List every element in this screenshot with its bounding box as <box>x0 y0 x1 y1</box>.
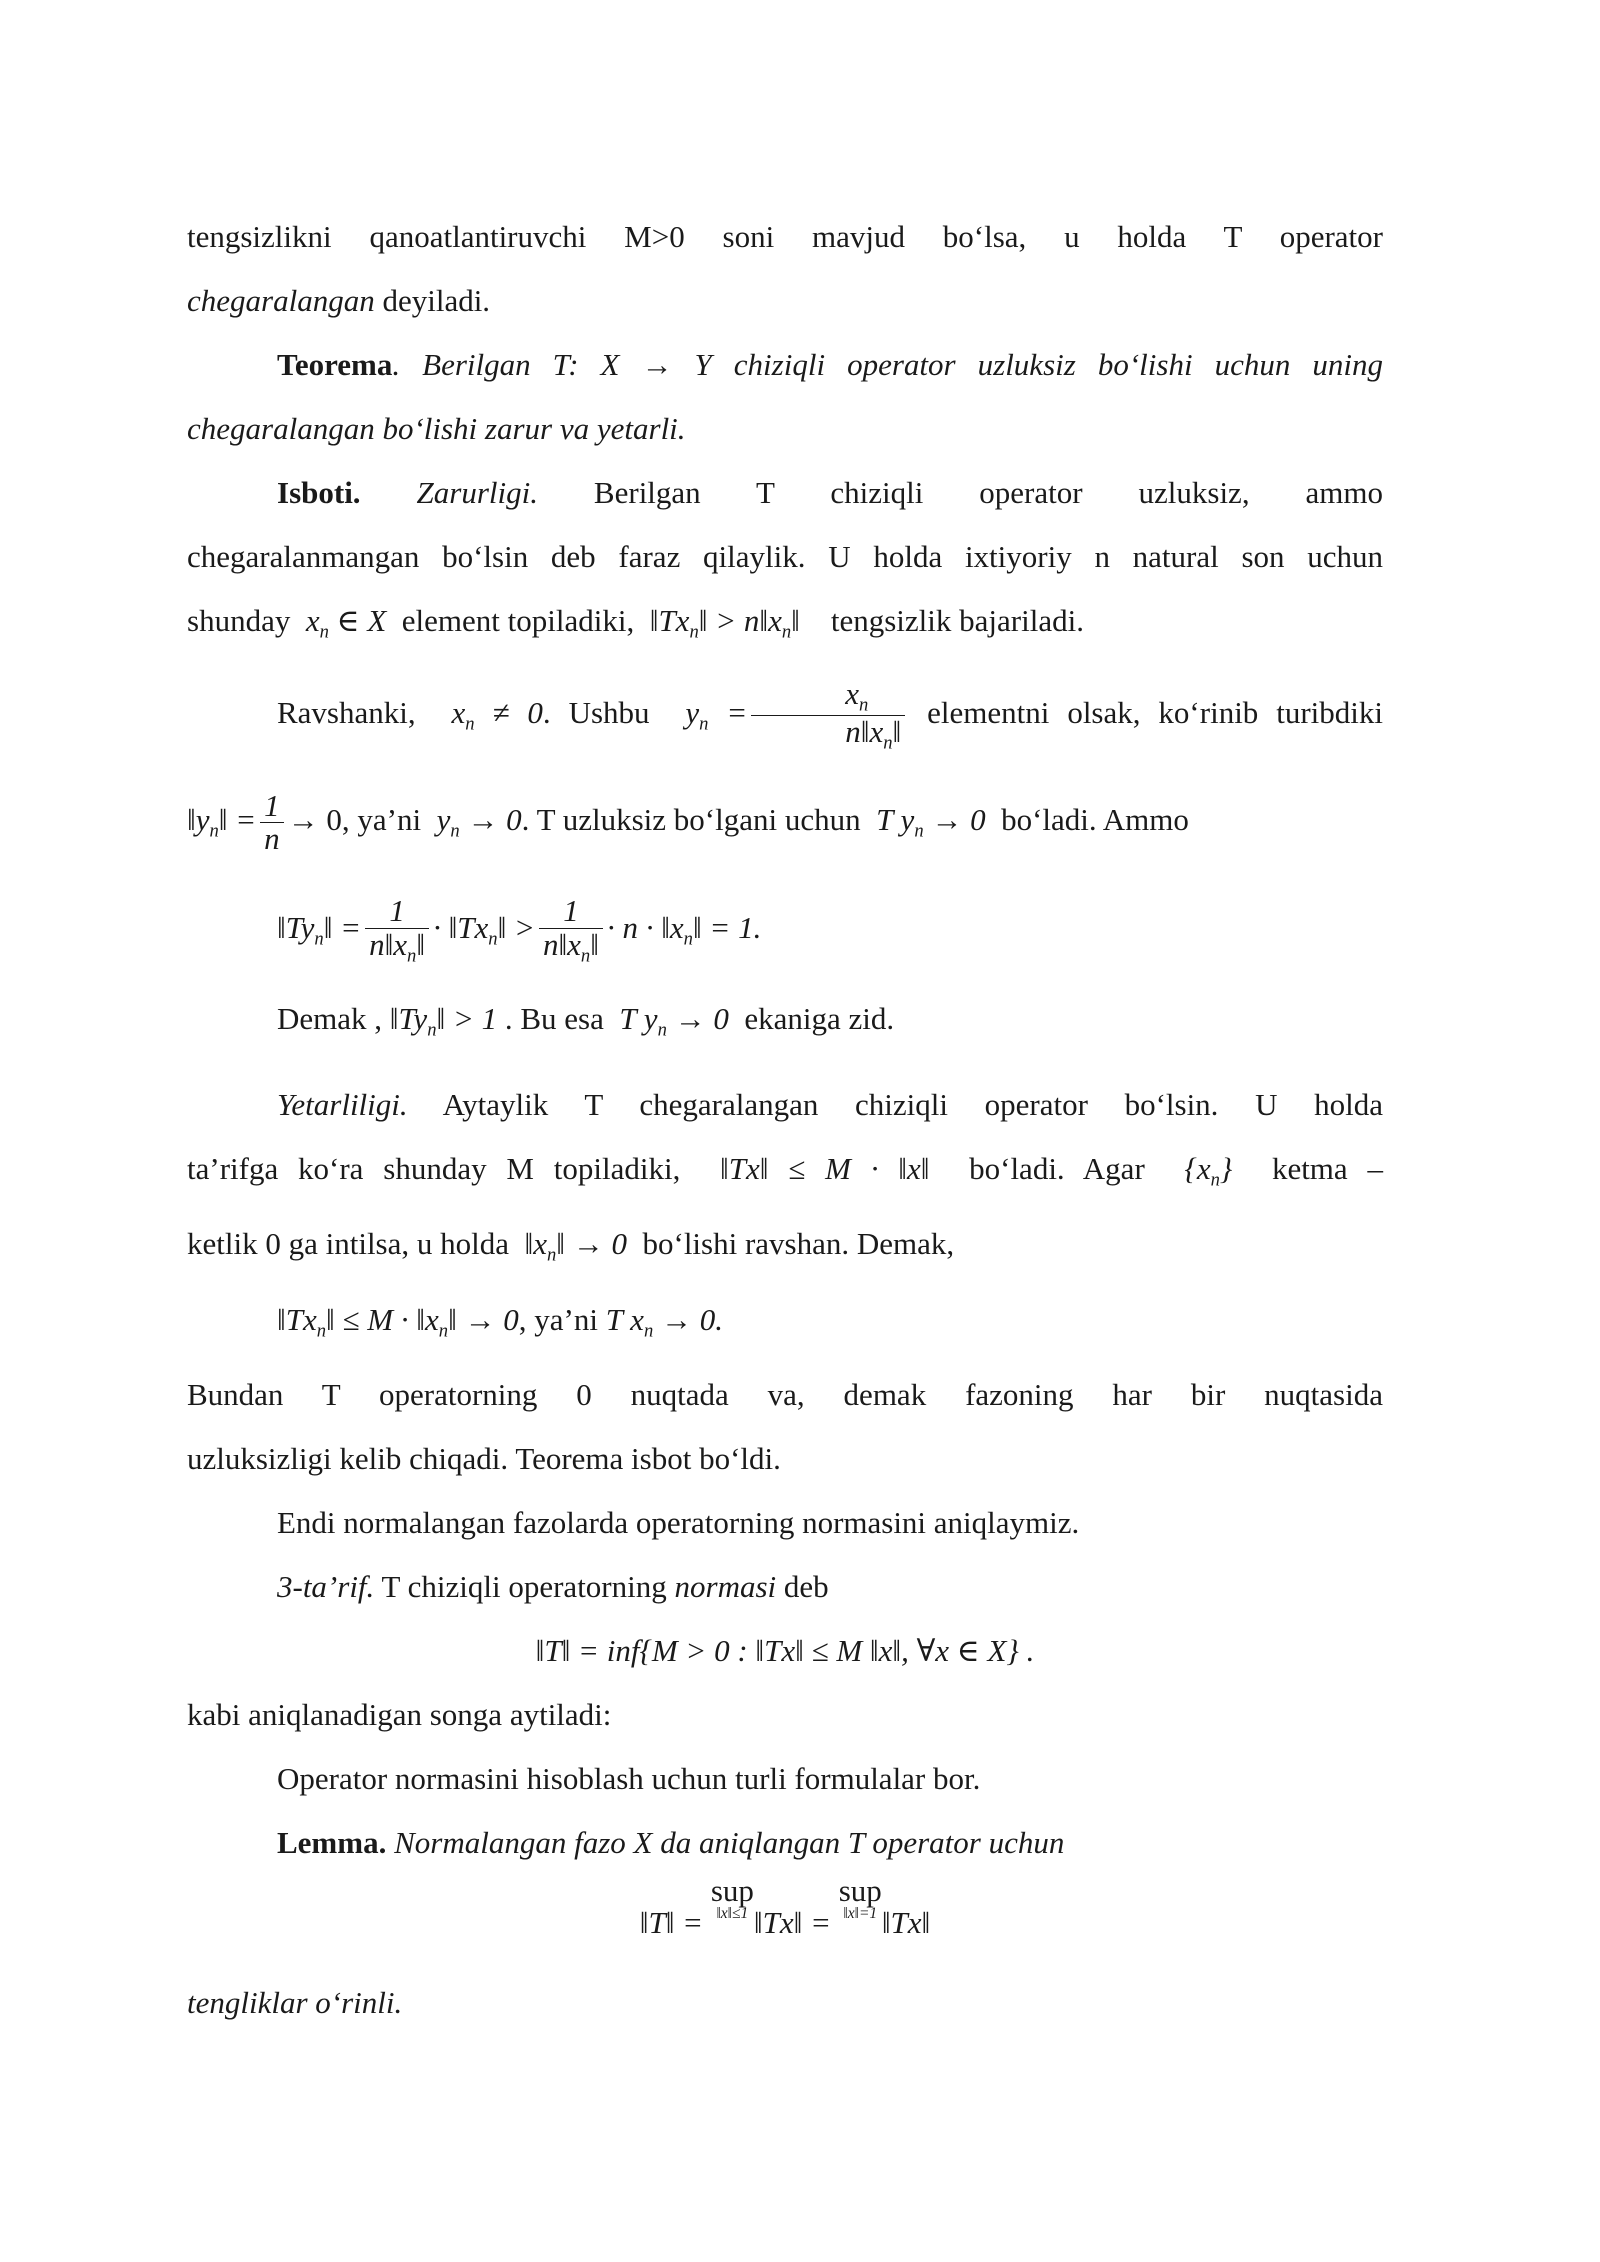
theorem-statement-cont: chegaralangan bo‘lishi zarur va yetarli. <box>187 411 686 446</box>
display-equation: $‖Tx_n‖ \le M$ · $‖x_n‖ \to 0$, ya’ni T $x_n \to 0$. <box>277 1301 723 1341</box>
paragraph-line: chegaralangan deyiladi. <box>187 283 491 318</box>
paragraph-line: ketlik 0 ga intilsa, u holda $‖x_n‖ \to 0$ bo‘lishi ravshan. Demak, <box>187 1226 955 1266</box>
formula: $‖Tx_n‖$ > $n‖x_n‖$ <box>641 603 824 643</box>
fraction: $\frac{x_n}{n‖x_n‖}$ <box>751 678 905 753</box>
theorem-statement: Teorema. Berilgan T: X → Y chiziqli operator uzluksiz bo‘lishi uchun uning <box>277 347 1383 382</box>
paragraph-line: Ravshanki, $x_n \ne 0$. Ushbu $y_n$ = $\frac{x_n}{n‖x_n‖}$ elementni olsak, ko‘rinib turibdiki <box>277 675 1383 754</box>
paragraph-line: Operator normasini hisoblash uchun turli formulalar bor. <box>277 1761 981 1796</box>
paragraph-line: tengliklar o‘rinli. <box>187 1985 403 2020</box>
display-equation: ‖T‖ = inf{M > 0 : ‖Tx‖ ≤ M ‖x‖, ∀x ∈ X} . <box>535 1633 1035 1668</box>
formula: → 0 <box>287 802 342 837</box>
paragraph-line: Demak , $‖Ty_n‖ > 1$ . Bu esa T $y_n \to 0$ ekaniga zid. <box>277 1001 895 1041</box>
formula: ‖Tx‖ ≤ M · ‖x‖ <box>700 1150 950 1186</box>
proof-heading: Isboti. Zarurligi. Berilgan T chiziqli operator uzluksiz, ammo <box>277 475 1384 510</box>
paragraph-line: $‖y_n‖$ = $\frac{1}{n}$ → 0, ya’ni $y_n \to 0$. T uzluksiz bo‘lgani uchun T $y_n \to 0$ bo‘ladi. Ammo <box>187 787 1189 857</box>
paragraph-line: Bundan T operatorning 0 nuqtada va, demak fazoning har bir nuqtasida <box>187 1377 1383 1412</box>
fraction: $\frac{1}{n}$ <box>260 790 284 856</box>
fraction: $\frac{1}{n‖x_n‖}$ <box>539 895 603 966</box>
necessity-label: Zarurligi. <box>416 475 538 510</box>
sufficiency-label: Yetarliligi. <box>277 1086 408 1122</box>
lemma-statement: Lemma. Normalangan fazo X da aniqlangan T operator uchun <box>277 1825 1065 1860</box>
formula: $y_n \to 0$ <box>428 802 522 842</box>
paragraph-line: ta’rifga ko‘ra shunday M topiladiki, ‖Tx‖ ≤ M · ‖x‖ bo‘ladi. Agar $\{x_n\}$ ketma – <box>187 1150 1384 1190</box>
paragraph-line: chegaralanmangan bo‘lsin deb faraz qilaylik. U holda ixtiyoriy n natural son uchun <box>187 539 1383 574</box>
document-page <box>187 205 1383 2035</box>
proof-label: Isboti. <box>277 475 361 510</box>
formula: $‖y_n‖$ = <box>187 802 257 842</box>
formula: $y_n$ = <box>667 694 748 734</box>
paragraph-line: kabi aniqlanadigan songa aytiladi: <box>187 1697 612 1732</box>
formula: T $y_n \to 0$ <box>611 1001 737 1041</box>
paragraph-line: uzluksizligi kelib chiqadi. Teorema isbot bo‘ldi. <box>187 1441 781 1476</box>
formula: $‖Ty_n‖ > 1$ <box>389 1001 505 1041</box>
sup-operator: sup ‖x‖≤1 <box>710 1873 754 1922</box>
definition-line: 3-ta’rif. T chiziqli operatorning normasi deb <box>277 1569 829 1604</box>
formula: $‖x_n‖ \to 0$ <box>516 1226 635 1266</box>
definition-label: 3-ta’rif. <box>277 1569 375 1604</box>
italic-term: chegaralangan <box>187 283 375 318</box>
formula: $\{x_n\}$ <box>1164 1150 1253 1190</box>
paragraph-line: shunday $x_n$ ∈ X element topiladiki, $‖Tx_n‖$ > $n‖x_n‖$ tengsizlik bajariladi. <box>187 603 1084 643</box>
theorem-label: Teorema <box>277 347 393 382</box>
fraction: $\frac{1}{n‖x_n‖}$ <box>365 895 429 966</box>
sufficiency-heading: Yetarliligi. Aytaylik T chegaralangan chiziqli operator bo‘lsin. U holda <box>277 1086 1383 1122</box>
formula: $x_n \ne 0$ <box>433 694 543 734</box>
display-equation: $‖Ty_n‖$ = $\frac{1}{n‖x_n‖}$ · $‖Tx_n‖$ > $\frac{1}{n‖x_n‖}$ · $n \cdot ‖x_n‖ = 1$. <box>277 893 762 967</box>
lemma-label: Lemma. <box>277 1825 387 1860</box>
sup-operator: sup ‖x‖=1 <box>838 1873 882 1922</box>
formula: $x_n$ ∈ X <box>298 603 395 643</box>
formula: T $y_n \to 0$ <box>868 802 994 842</box>
display-equation: ‖T‖ = sup ‖x‖≤1 ‖Tx‖ = sup ‖x‖=1 ‖Tx‖ <box>639 1873 931 1940</box>
paragraph-line: tengsizlikni qanoatlantiruvchi M>0 soni mavjud bo‘lsa, u holda T operator <box>187 219 1383 254</box>
paragraph-line: Endi normalangan fazolarda operatorning normasini aniqlaymiz. <box>277 1505 1080 1540</box>
